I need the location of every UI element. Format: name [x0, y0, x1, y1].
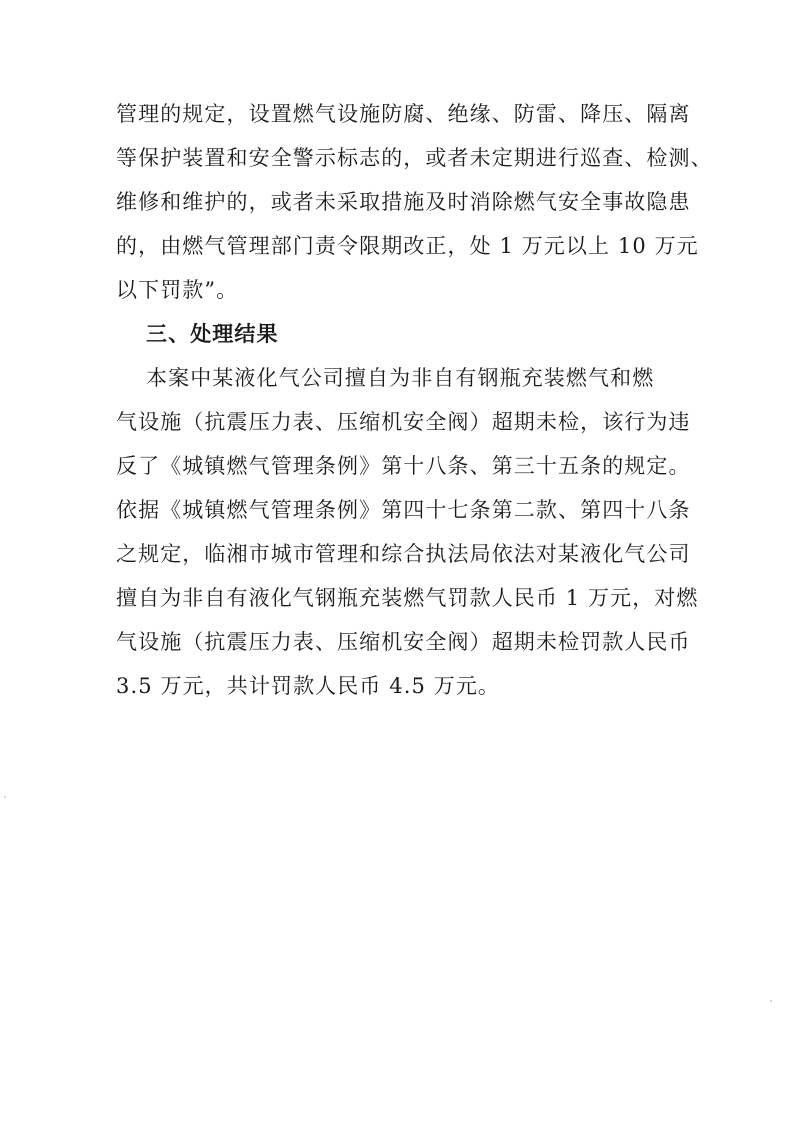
scan-speck [770, 1000, 772, 1002]
text-line: 擅自为非自有液化气钢瓶充装燃气罚款人民币 1 万元，对燃 [116, 586, 699, 610]
text-line: 的，由燃气管理部门责令限期改正，处 1 万元以上 10 万元 [116, 234, 699, 258]
text-line: 气设施（抗震压力表、压缩机安全阀）超期未检，该行为违 [116, 410, 691, 434]
text-line: 3.5 万元，共计罚款人民币 4.5 万元。 [116, 674, 501, 698]
text-line: 本案中某液化气公司擅自为非自有钢瓶充装燃气和燃 [146, 366, 655, 390]
text-line: 之规定，临湘市城市管理和综合执法局依法对某液化气公司 [116, 542, 691, 566]
text-line: 等保护装置和安全警示标志的，或者未定期进行巡查、检测、 [116, 146, 713, 170]
text-line: 以下罚款”。 [116, 278, 239, 302]
scan-speck [4, 796, 6, 798]
document-body [116, 92, 713, 708]
text-line: 气设施（抗震压力表、压缩机安全阀）超期未检罚款人民币 [116, 630, 691, 654]
text-line: 维修和维护的，或者未采取措施及时消除燃气安全事故隐患 [116, 190, 691, 214]
text-line: 依据《城镇燃气管理条例》第四十七条第二款、第四十八条 [116, 498, 691, 522]
text-line: 反了《城镇燃气管理条例》第十八条、第三十五条的规定。 [116, 454, 691, 478]
section-heading: 三、处理结果 [146, 322, 279, 346]
text-line: 管理的规定，设置燃气设施防腐、绝缘、防雷、降压、隔离 [116, 102, 691, 126]
